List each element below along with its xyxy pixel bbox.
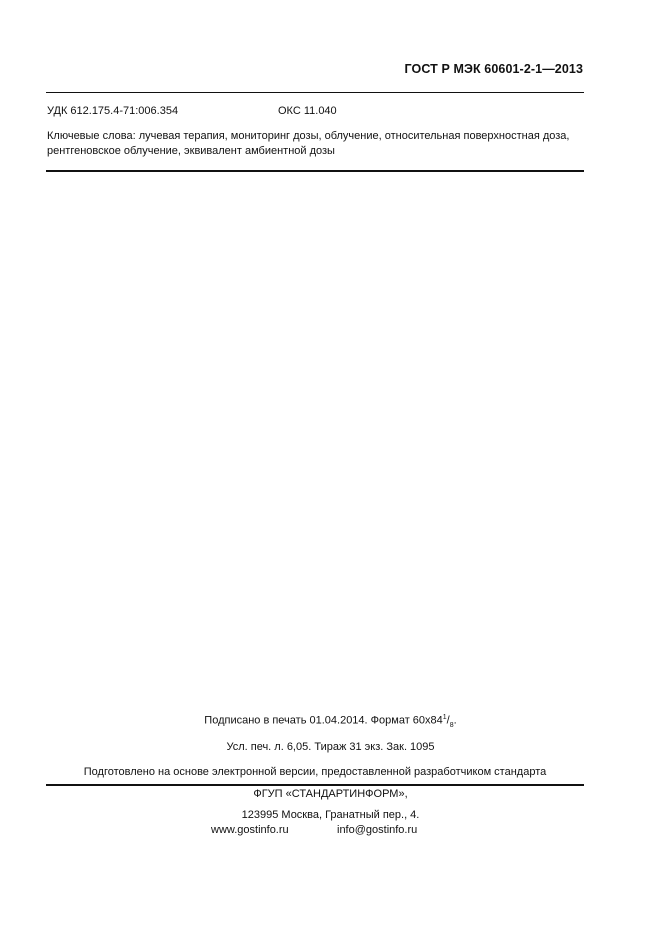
- header-divider: [46, 92, 584, 93]
- udk-code: УДК 612.175.4-71:006.354: [47, 105, 179, 117]
- keywords-divider: [46, 170, 584, 172]
- imprint-divider: [46, 784, 584, 786]
- imprint-signed-format: [0, 714, 661, 729]
- format-numerator: 1: [442, 714, 447, 721]
- format-denominator: 8: [449, 721, 454, 729]
- publisher-website-link[interactable]: www.gostinfo.ru: [211, 824, 289, 836]
- format-end: .: [453, 714, 457, 727]
- imprint-address: 123995 Москва, Гранатный пер., 4.: [241, 809, 420, 821]
- format-slash: /: [446, 714, 450, 727]
- keywords-line-2: рентгеновское облучение, эквивалент амбиентной дозы: [47, 145, 335, 157]
- keywords-line-1: Ключевые слова: лучевая терапия, мониторинг дозы, облучение, относительная поверхностная доза,: [47, 130, 570, 142]
- imprint-signed-text: Подписано в печать 01.04.2014. Формат 60x84: [204, 714, 443, 727]
- imprint-prepared-note: Подготовлено на основе электронной версии, предоставленной разработчиком стандарта: [83, 766, 547, 778]
- keywords-block: [47, 129, 592, 159]
- imprint-sheets-print-run: Усл. печ. л. 6,05. Тираж 31 экз. Зак. 1095: [226, 741, 435, 753]
- publisher-email-link[interactable]: info@gostinfo.ru: [337, 824, 418, 836]
- oks-code: ОКС 11.040: [278, 105, 337, 117]
- standard-code-header: ГОСТ Р МЭК 60601-2-1—2013: [404, 62, 583, 76]
- imprint-publisher: ФГУП «СТАНДАРТИНФОРМ»,: [253, 788, 408, 800]
